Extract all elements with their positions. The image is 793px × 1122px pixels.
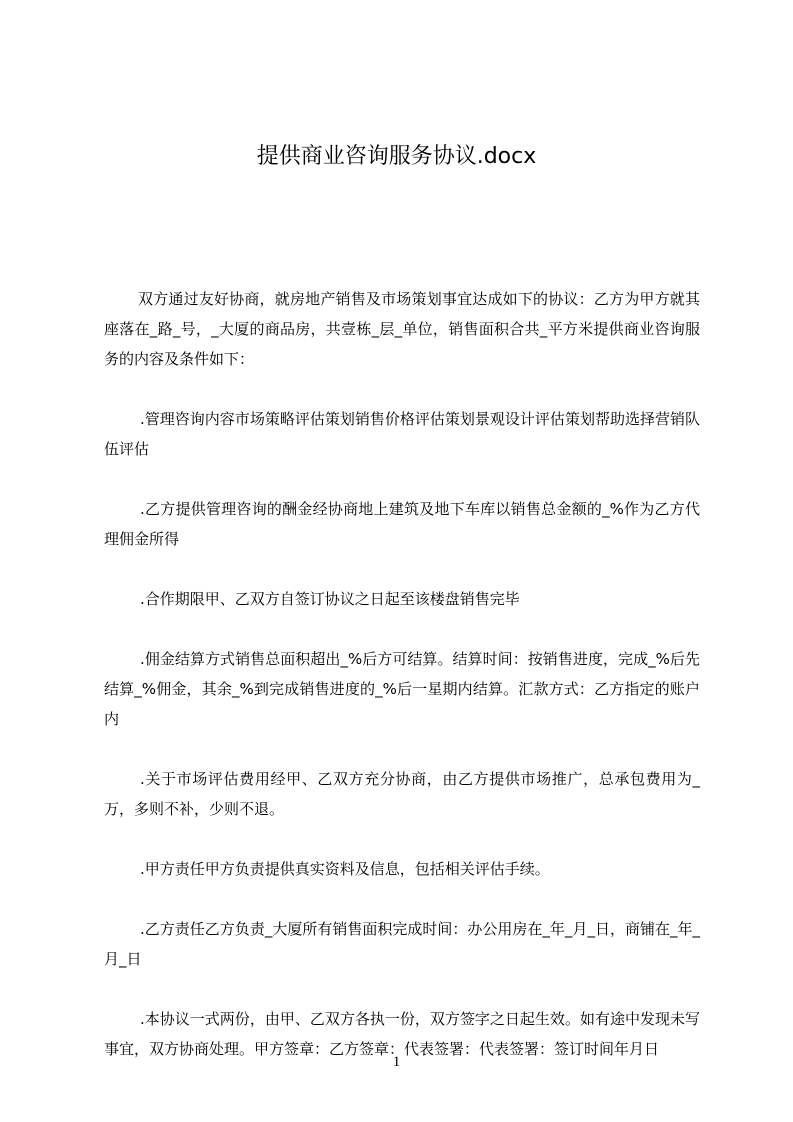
clause-market-evaluation-fee: .关于市场评估费用经甲、乙双方充分协商，由乙方提供市场推广，总承包费用为_万，多则不补，少则不退。 bbox=[104, 770, 700, 818]
intro-paragraph: 双方通过友好协商，就房地产销售及市场策划事宜达成如下的协议：乙方为甲方就其座落在_路_号，_大厦的商品房，共壹栋_层_单位，销售面积合共_平方米提供商业咨询服务的内容及条件如下： bbox=[104, 290, 700, 368]
clause-commission-settlement: .佣金结算方式销售总面积超出_%后方可结算。结算时间：按销售进度，完成_%后先结算_%佣金，其余_%到完成销售进度的_%后一星期内结算。汇款方式：乙方指定的账户内 bbox=[104, 650, 700, 728]
clause-signatures: .本协议一式两份，由甲、乙双方各执一份，双方签字之日起生效。如有途中发现未写事宜，双方协商处理。甲方签章：乙方签章：代表签署：代表签署：签订时间年月日 bbox=[104, 1010, 700, 1058]
document-body bbox=[104, 284, 700, 1064]
clause-term: .合作期限甲、乙双方自签订协议之日起至该楼盘销售完毕 bbox=[140, 590, 520, 608]
clause-remuneration: .乙方提供管理咨询的酬金经协商地上建筑及地下车库以销售总金额的_%作为乙方代理佣金所得 bbox=[104, 500, 700, 548]
page-number: 1 bbox=[392, 1054, 401, 1070]
clause-party-b-duties: .乙方责任乙方负责_大厦所有销售面积完成时间：办公用房在_年_月_日，商铺在_年_月_日 bbox=[104, 920, 700, 968]
document-title: 提供商业咨询服务协议.docx bbox=[256, 144, 537, 169]
clause-party-a-duties: .甲方责任甲方负责提供真实资料及信息，包括相关评估手续。 bbox=[140, 860, 550, 878]
clause-consulting-content: .管理咨询内容市场策略评估策划销售价格评估策划景观设计评估策划帮助选择营销队伍评估 bbox=[104, 410, 700, 458]
